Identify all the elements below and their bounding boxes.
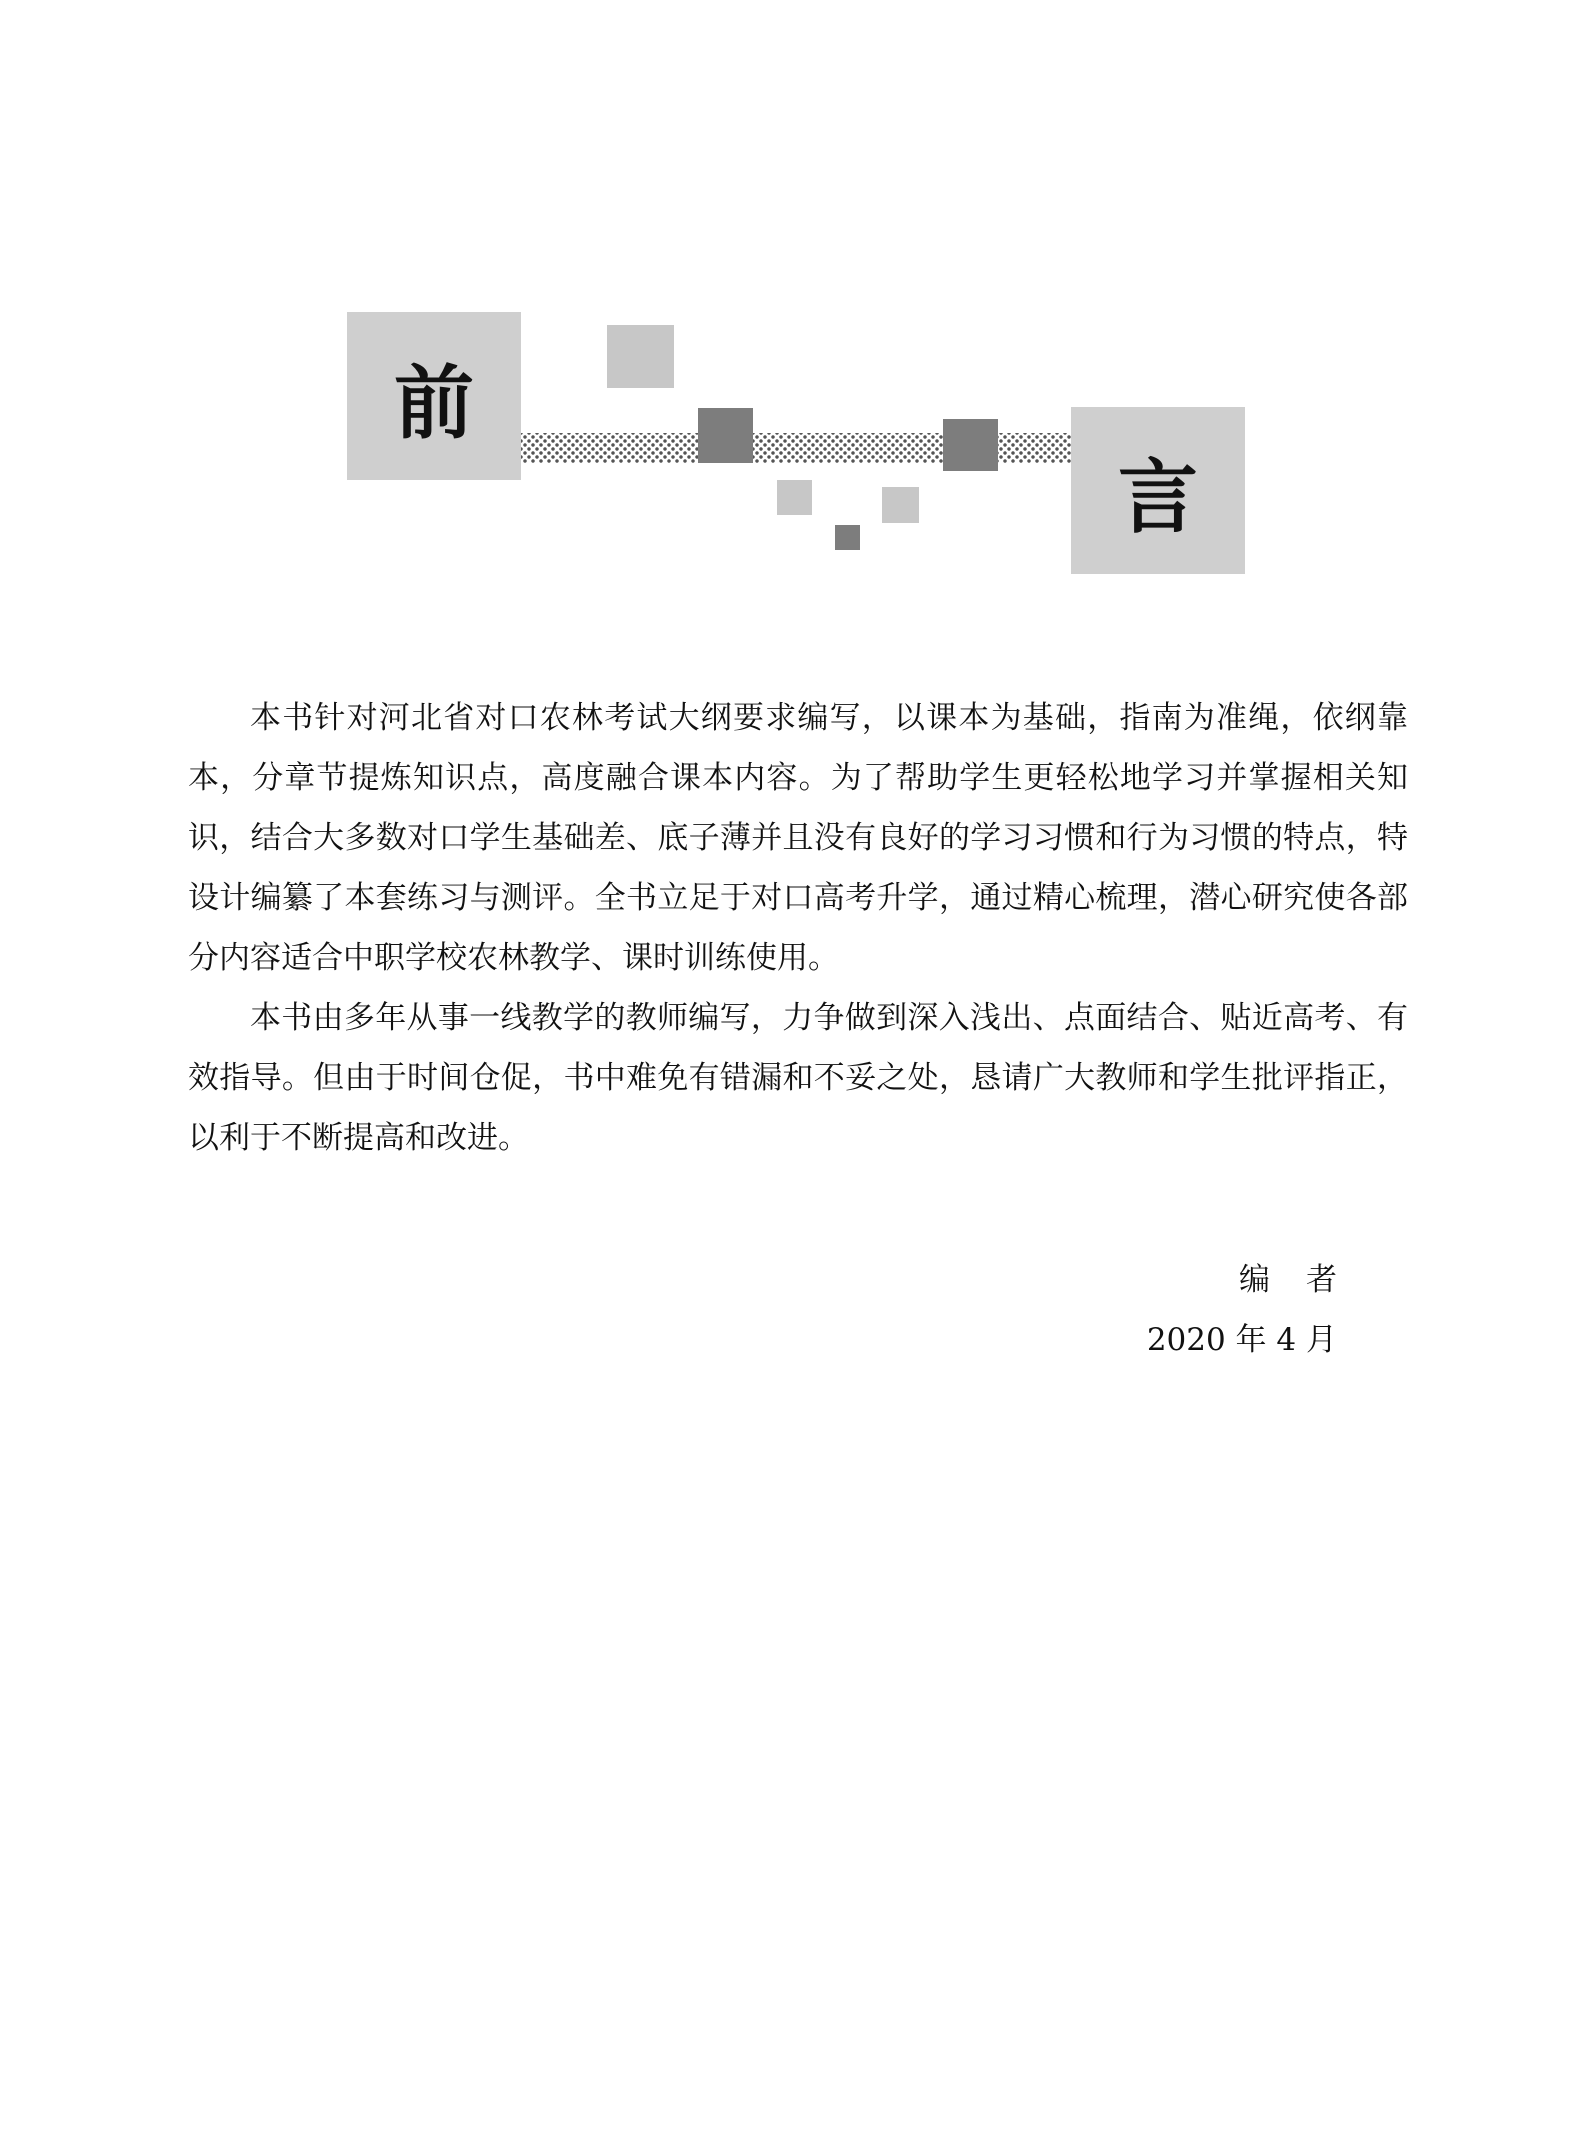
heading-char-box-2 <box>1071 407 1245 574</box>
decor-square-dark-left <box>698 408 753 463</box>
decor-square-small-right <box>882 487 919 523</box>
signature-block <box>1146 1250 1373 1370</box>
heading-char-box-1 <box>347 312 521 480</box>
author-label: 编者 <box>1239 1262 1373 1298</box>
paragraph-1: 本书针对河北省对口农林考试大纲要求编写，以课本为基础，指南为准绳，依纲靠本，分章节提炼知识点，高度融合课本内容。为了帮助学生更轻松地学习并掌握相关知识，结合大多数对口学生基础差、底子薄并且没有良好的学习习惯和行为习惯的特点，特设计编纂了本套练习与测评。全书立足于对口高考升学，通过精心梳理，潜心研究使各部分内容适合中职学校农林教学、课时训练使用。 <box>188 700 1408 976</box>
preface-heading-banner <box>0 0 1585 600</box>
decor-square-small-left <box>777 480 812 515</box>
paragraph-2: 本书由多年从事一线教学的教师编写，力争做到深入浅出、点面结合、贴近高考、有效指导。但由于时间仓促，书中难免有错漏和不妥之处，恳请广大教师和学生批评指正，以利于不断提高和改进。 <box>188 1000 1408 1156</box>
preface-body <box>188 688 1408 1168</box>
decor-square-dark-right <box>943 419 998 471</box>
decor-square-top <box>607 325 674 388</box>
decor-square-tiny <box>835 525 860 550</box>
date-label: 2020 年 4 月 <box>1146 1322 1337 1358</box>
heading-char-2: 言 <box>1118 451 1198 544</box>
heading-char-1: 前 <box>394 356 474 450</box>
